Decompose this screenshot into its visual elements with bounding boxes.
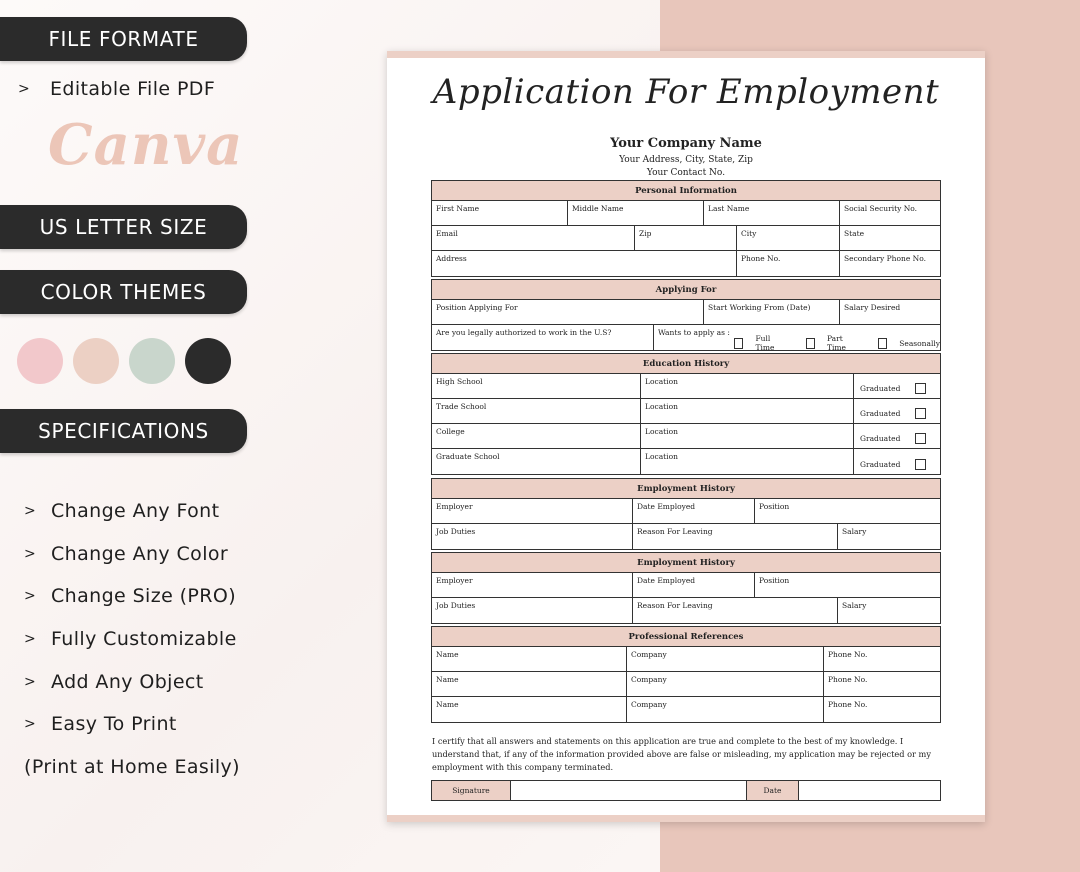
spec-label: Change Size (PRO) xyxy=(51,585,237,607)
section-heading: Employment History xyxy=(432,479,940,499)
reference-phone-field[interactable]: Phone No. xyxy=(828,650,868,659)
swatch-peach[interactable] xyxy=(73,338,119,384)
specifications-banner xyxy=(0,409,247,453)
section-heading: Applying For xyxy=(432,280,940,300)
reference-company-field[interactable]: Company xyxy=(627,672,824,696)
start-date-field[interactable]: Start Working From (Date) xyxy=(704,300,840,324)
section-heading: Personal Information xyxy=(432,181,940,201)
bullet-arrow-icon: > xyxy=(24,716,37,732)
company-contact: Your Contact No. xyxy=(646,168,726,178)
graduated-cell xyxy=(854,449,940,474)
salary-field[interactable]: Salary xyxy=(842,527,867,536)
reference-name-field[interactable]: Name xyxy=(432,672,627,696)
file-format-label: FILE FORMATE xyxy=(48,27,199,51)
professional-references-section xyxy=(431,626,941,723)
employment-history-section-2 xyxy=(431,552,941,624)
size-label: US LETTER SIZE xyxy=(39,215,208,239)
spec-item xyxy=(24,671,204,693)
job-duties-field[interactable]: Job Duties xyxy=(432,598,633,623)
employment-history-section-1 xyxy=(431,478,941,550)
position-field[interactable]: Position Applying For xyxy=(432,300,704,324)
date-label: Date xyxy=(747,781,799,800)
bullet-arrow-icon: > xyxy=(24,631,37,647)
spec-label: Fully Customizable xyxy=(51,628,237,650)
specifications-label: SPECIFICATIONS xyxy=(38,419,209,443)
employer-field[interactable]: Employer xyxy=(432,573,633,597)
middle-name-field[interactable]: Middle Name xyxy=(568,201,704,225)
full-time-checkbox[interactable] xyxy=(734,338,743,349)
date-employed-field[interactable]: Date Employed xyxy=(633,499,755,523)
city-field[interactable]: City xyxy=(737,226,840,250)
seasonally-label: Seasonally xyxy=(899,338,940,348)
graduated-label: Graduated xyxy=(860,459,901,469)
trade-school-field[interactable]: Trade School xyxy=(432,399,641,423)
canva-logo: Canva xyxy=(48,112,244,178)
graduated-cell xyxy=(854,399,940,423)
reference-company-field[interactable]: Company xyxy=(627,647,824,671)
location-field[interactable]: Location xyxy=(641,424,854,448)
high-school-field[interactable]: High School xyxy=(432,374,641,398)
applying-for-section xyxy=(431,279,941,351)
job-duties-field[interactable]: Job Duties xyxy=(432,524,633,549)
authorized-field[interactable]: Are you legally authorized to work in the U.S? xyxy=(432,325,654,350)
part-time-label: Part Time xyxy=(826,334,846,352)
color-themes-banner xyxy=(0,270,247,314)
salary-desired-field[interactable]: Salary Desired xyxy=(844,303,901,312)
reason-leaving-field[interactable]: Reason For Leaving xyxy=(633,598,838,623)
company-address: Your Address, City, State, Zip xyxy=(619,155,753,165)
seasonally-checkbox[interactable] xyxy=(878,338,887,349)
spec-label: Change Any Font xyxy=(51,500,220,522)
last-name-field[interactable]: Last Name xyxy=(704,201,840,225)
reference-phone-field[interactable]: Phone No. xyxy=(828,700,868,709)
form-paper xyxy=(387,51,985,822)
file-format-banner xyxy=(0,17,247,61)
bullet-arrow-icon: > xyxy=(24,546,37,562)
education-history-section xyxy=(431,353,941,475)
spec-label: Easy To Print xyxy=(51,713,177,735)
phone-field[interactable]: Phone No. xyxy=(737,251,840,276)
first-name-field[interactable]: First Name xyxy=(432,201,568,225)
editable-file-item xyxy=(18,78,215,100)
bullet-arrow-icon: > xyxy=(24,588,37,604)
signature-field[interactable] xyxy=(511,781,747,800)
personal-information-section xyxy=(431,180,941,277)
graduated-checkbox[interactable] xyxy=(915,383,926,394)
graduated-checkbox[interactable] xyxy=(915,433,926,444)
certification-text: I certify that all answers and statements on this application are true and complete to the best of my knowledge. I understand that, if any of the information provided above are false or misleading, my application may be rejected or my employment with this company terminated. xyxy=(432,736,931,772)
graduated-checkbox[interactable] xyxy=(915,408,926,419)
reference-phone-field[interactable]: Phone No. xyxy=(828,675,868,684)
swatch-sage[interactable] xyxy=(129,338,175,384)
secondary-phone-field[interactable]: Secondary Phone No. xyxy=(844,254,926,263)
size-banner xyxy=(0,205,247,249)
spec-item xyxy=(24,543,228,565)
signature-row xyxy=(431,780,941,801)
graduated-label: Graduated xyxy=(860,384,901,393)
reference-name-field[interactable]: Name xyxy=(432,647,627,671)
full-time-label: Full Time xyxy=(755,334,775,352)
date-field[interactable] xyxy=(799,781,940,800)
bullet-arrow-icon: > xyxy=(24,503,37,519)
graduated-cell xyxy=(854,374,940,398)
bullet-arrow-icon: > xyxy=(18,81,30,97)
spec-item xyxy=(24,500,219,522)
college-field[interactable]: College xyxy=(432,424,641,448)
wants-label: Wants to apply as : xyxy=(658,328,730,337)
company-name: Your Company Name xyxy=(610,136,762,151)
form-title: Application For Employment xyxy=(432,72,940,112)
spec-label: Change Any Color xyxy=(51,543,229,565)
spec-note: (Print at Home Easily) xyxy=(24,756,241,778)
email-field[interactable]: Email xyxy=(432,226,635,250)
section-heading: Professional References xyxy=(432,627,940,647)
reference-company-field[interactable]: Company xyxy=(627,697,824,722)
section-heading: Education History xyxy=(432,354,940,374)
color-themes-label: COLOR THEMES xyxy=(40,280,207,304)
swatch-pink[interactable] xyxy=(17,338,63,384)
bullet-arrow-icon: > xyxy=(24,674,37,690)
location-field[interactable]: Location xyxy=(641,374,854,398)
graduated-label: Graduated xyxy=(860,434,901,443)
state-field[interactable]: State xyxy=(844,229,865,238)
position-field[interactable]: Position xyxy=(759,576,790,585)
part-time-checkbox[interactable] xyxy=(806,338,815,349)
spec-label: Add Any Object xyxy=(51,671,204,693)
spec-item xyxy=(24,628,237,650)
salary-field[interactable]: Salary xyxy=(842,601,867,610)
spec-item xyxy=(24,585,236,607)
position-field[interactable]: Position xyxy=(759,502,790,511)
address-field[interactable]: Address xyxy=(432,251,737,276)
section-heading: Employment History xyxy=(432,553,940,573)
spec-item xyxy=(24,713,177,735)
graduated-label: Graduated xyxy=(860,409,901,418)
swatch-black[interactable] xyxy=(185,338,231,384)
graduated-checkbox[interactable] xyxy=(915,459,926,470)
signature-label: Signature xyxy=(432,781,511,800)
graduate-school-field[interactable]: Graduate School xyxy=(432,449,641,474)
date-employed-field[interactable]: Date Employed xyxy=(633,573,755,597)
graduated-cell xyxy=(854,424,940,448)
reason-leaving-field[interactable]: Reason For Leaving xyxy=(633,524,838,549)
location-field[interactable]: Location xyxy=(641,449,854,474)
employer-field[interactable]: Employer xyxy=(432,499,633,523)
reference-name-field[interactable]: Name xyxy=(432,697,627,722)
ssn-field[interactable]: Social Security No. xyxy=(844,204,918,213)
employment-type-field xyxy=(654,325,940,350)
zip-field[interactable]: Zip xyxy=(635,226,737,250)
editable-file-label: Editable File PDF xyxy=(50,78,216,100)
location-field[interactable]: Location xyxy=(641,399,854,423)
